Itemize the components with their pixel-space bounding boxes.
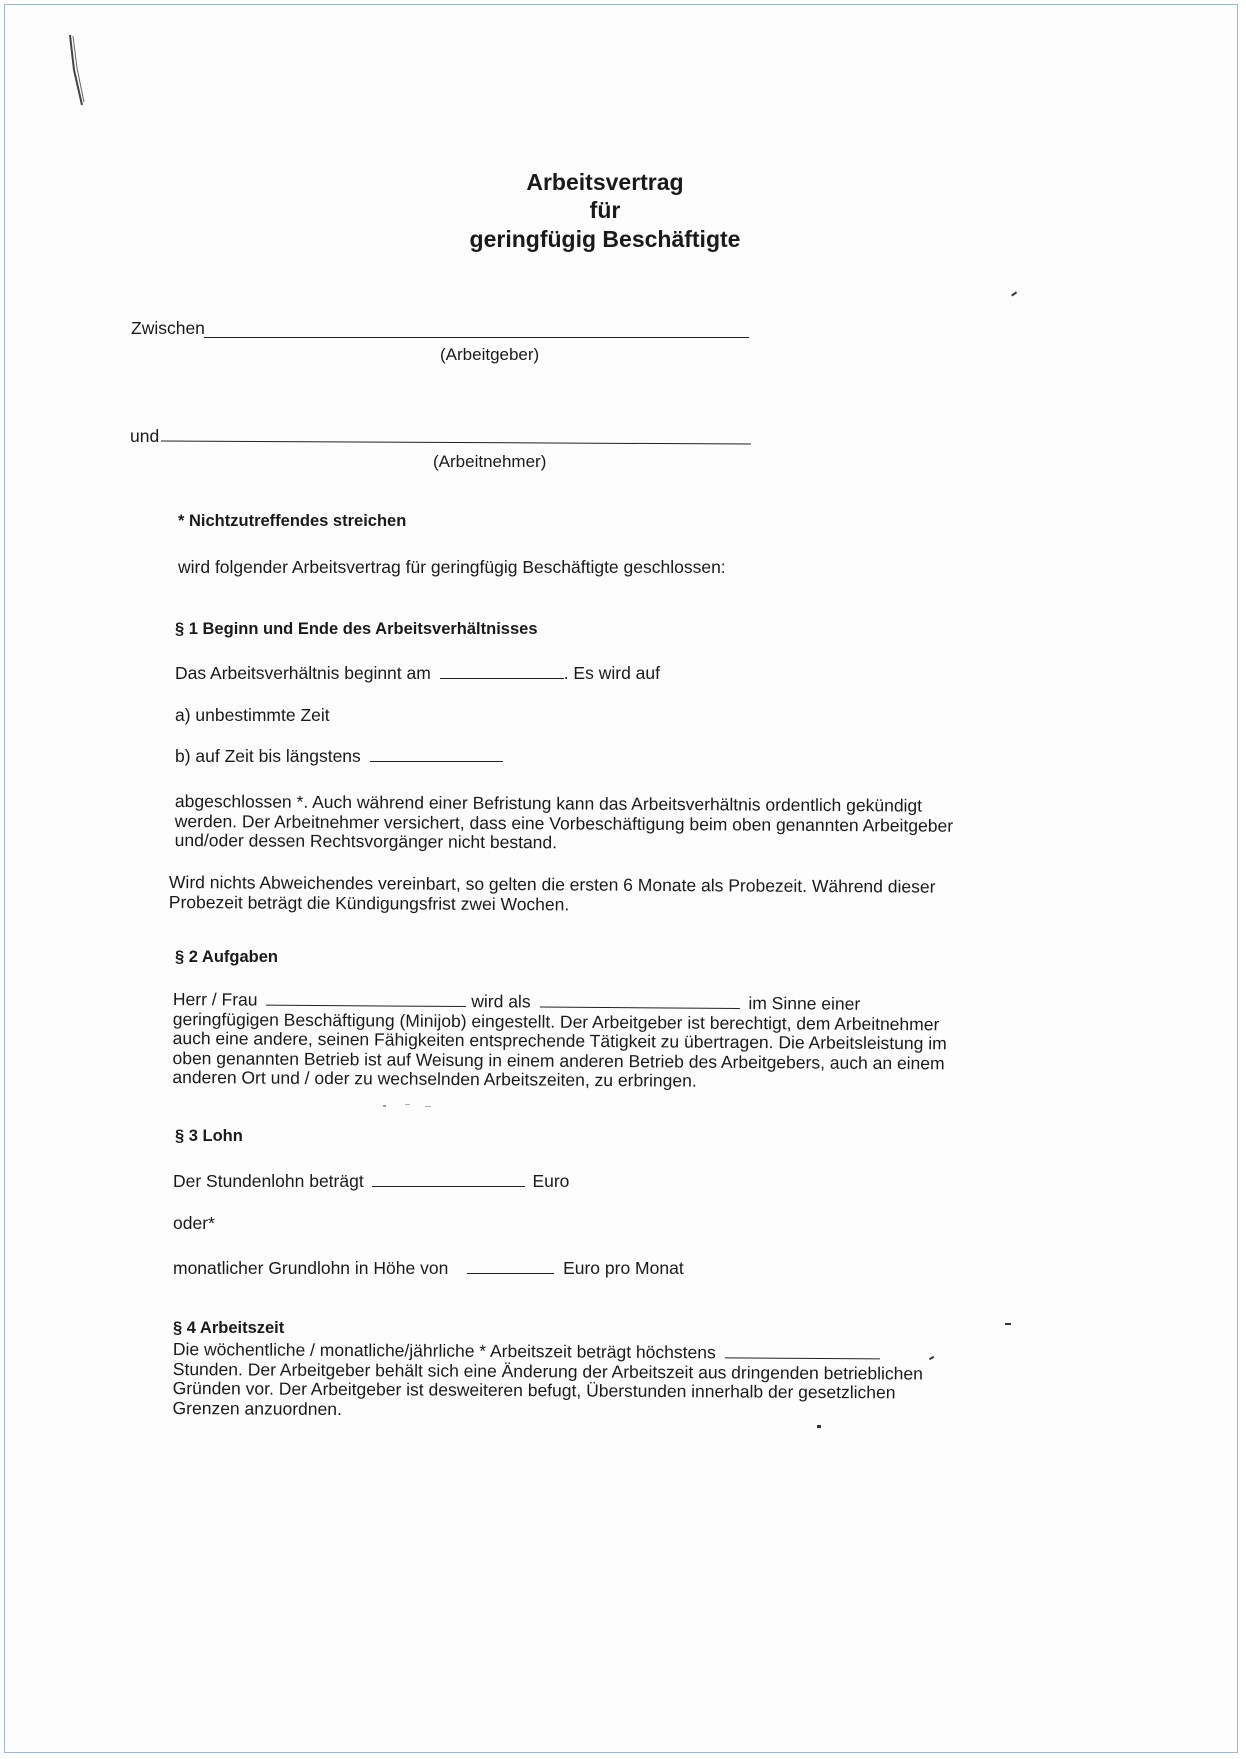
and-label: und [130, 426, 160, 446]
section-4-heading: § 4 Arbeitszeit [173, 1319, 285, 1337]
paragraph-line: Gründen vor. Der Arbeitgeber ist desweiteren befugt, Überstunden innerhalb der gesetzlichen [172, 1377, 896, 1403]
document-title-line2: für [589, 197, 621, 223]
role-label: wird als [471, 991, 531, 1012]
option-b-label: b) auf Zeit bis längstens [175, 746, 361, 766]
paragraph-line: oben genannten Betrieb ist auf Weisung in einem anderen Betrieb des Arbeitgebers, auch an einem [172, 1047, 945, 1073]
option-b-line [175, 746, 503, 767]
start-date-line [175, 663, 660, 684]
section-2-heading: § 2 Aufgaben [175, 948, 278, 966]
paragraph-line: auch eine andere, seinen Fähigkeiten entsprechende Tätigkeit zu übertragen. Die Arbeitsleistung im [172, 1027, 947, 1054]
paragraph-line: und/oder dessen Rechtsvorgänger nicht bestand. [174, 829, 558, 853]
section-2-paragraph [172, 990, 947, 1093]
paragraph-line: geringfügigen Beschäftigung (Minijob) eingestellt. Der Arbeitgeber ist berechtigt, dem Arbeitnehmer [172, 1008, 940, 1034]
job-title-field[interactable] [539, 993, 739, 1009]
hourly-wage-line [173, 1171, 569, 1192]
employee-name-field[interactable] [161, 440, 751, 444]
scan-speck [405, 1104, 410, 1105]
paragraph-line: anderen Ort und / oder zu wechselnden Arbeitszeiten, zu erbringen. [172, 1066, 697, 1091]
employer-caption: (Arbeitgeber) [440, 345, 540, 364]
start-date-field[interactable] [440, 664, 564, 679]
or-label: oder* [173, 1213, 215, 1233]
employee-caption: (Arbeitnehmer) [433, 452, 547, 471]
paragraph-line: Probezeit beträgt die Kündigungsfrist zwei Wochen. [168, 891, 570, 914]
employer-name-field[interactable] [204, 337, 749, 338]
between-label: Zwischen [131, 318, 205, 338]
document-title-line1: Arbeitsvertrag [526, 169, 684, 195]
minijob-label: im Sinne einer [748, 993, 861, 1014]
monthly-wage-unit: Euro pro Monat [563, 1258, 684, 1278]
person-label: Herr / Frau [172, 989, 258, 1010]
section-1-heading: § 1 Beginn und Ende des Arbeitsverhältnisses [175, 620, 538, 638]
end-date-field[interactable] [370, 747, 503, 762]
paragraph-line: Grenzen anzuordnen. [172, 1397, 342, 1419]
margin-tick-mark [1011, 291, 1017, 296]
section-3-heading: § 3 Lohn [175, 1127, 243, 1145]
paragraph-line: Stunden. Der Arbeitgeber behält sich eine Änderung der Arbeitszeit aus dringenden betrieblichen [172, 1358, 923, 1384]
paragraph-line: abgeschlossen *. Auch während einer Befristung kann das Arbeitsverhältnis ordentlich gekündigt [174, 791, 923, 816]
scan-speck [383, 1105, 386, 1107]
margin-tick-mark [817, 1425, 821, 1428]
section-1-paragraph-1 [175, 792, 954, 855]
document-page [4, 4, 1238, 1753]
section-4-paragraph [173, 1340, 924, 1423]
pen-stroke-mark [60, 30, 100, 120]
hourly-wage-label: Der Stundenlohn beträgt [173, 1171, 364, 1191]
section-1-paragraph-2 [169, 873, 936, 917]
start-date-label: Das Arbeitsverhältnis beginnt am [175, 663, 431, 683]
margin-tick-mark [929, 1356, 934, 1360]
strike-note: * Nichtzutreffendes streichen [178, 512, 407, 530]
document-title-line3: geringfügig Beschäftigte [469, 226, 741, 252]
start-date-suffix: . Es wird auf [563, 663, 660, 683]
hourly-wage-field[interactable] [372, 1172, 525, 1187]
scan-speck [425, 1106, 431, 1107]
paragraph-line: werden. Der Arbeitnehmer versichert, dass eine Vorbeschäftigung beim oben genannten Arbeitgeber [174, 810, 954, 836]
margin-tick-mark [1005, 1323, 1011, 1325]
monthly-wage-field[interactable] [467, 1259, 554, 1274]
working-hours-label: Die wöchentliche / monatliche/jährliche * Arbeitszeit beträgt höchstens [172, 1339, 716, 1363]
monthly-wage-line [173, 1258, 684, 1279]
monthly-wage-label: monatlicher Grundlohn in Höhe von [173, 1258, 449, 1278]
hourly-wage-unit: Euro [532, 1171, 570, 1191]
employee-name-field-2[interactable] [266, 991, 466, 1007]
working-hours-field[interactable] [725, 1343, 880, 1359]
option-a: a) unbestimmte Zeit [175, 705, 330, 725]
paragraph-line: Wird nichts Abweichendes vereinbart, so gelten die ersten 6 Monate als Probezeit. Während dieser [168, 872, 936, 897]
intro-text: wird folgender Arbeitsvertrag für geringfügig Beschäftigte geschlossen: [178, 557, 726, 577]
